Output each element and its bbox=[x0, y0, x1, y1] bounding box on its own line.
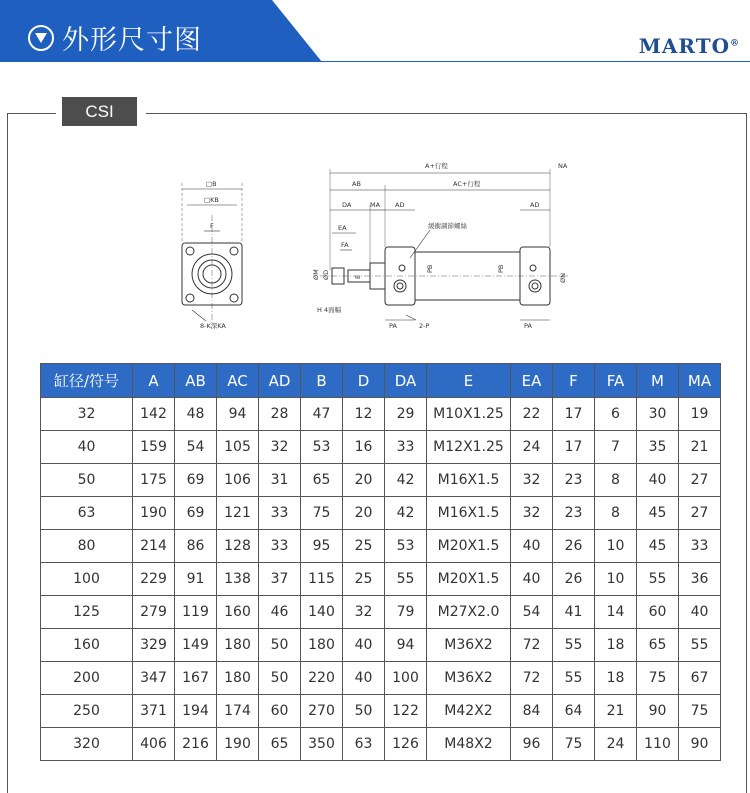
bore-size-cell: 80 bbox=[41, 530, 133, 563]
dimension-cell: 47 bbox=[301, 398, 343, 431]
bore-size-cell: 160 bbox=[41, 629, 133, 662]
dimension-cell: 10 bbox=[595, 563, 637, 596]
dimension-cell: 55 bbox=[679, 629, 721, 662]
dimension-cell: 20 bbox=[343, 464, 385, 497]
col-header: DA bbox=[385, 364, 427, 398]
brand-logo bbox=[639, 34, 740, 58]
bore-size-cell: 200 bbox=[41, 662, 133, 695]
dimension-cell: 27 bbox=[679, 497, 721, 530]
label-e: E bbox=[354, 274, 362, 279]
dimension-cell: 26 bbox=[553, 530, 595, 563]
dimension-cell: 40 bbox=[637, 464, 679, 497]
dimension-cell: 106 bbox=[217, 464, 259, 497]
dimension-cell: 40 bbox=[511, 530, 553, 563]
dimension-cell: 347 bbox=[133, 662, 175, 695]
table-row bbox=[41, 662, 721, 695]
dimension-cell: 110 bbox=[637, 728, 679, 761]
dimension-cell: 229 bbox=[133, 563, 175, 596]
table-row bbox=[41, 596, 721, 629]
dimension-cell: 53 bbox=[301, 431, 343, 464]
dimension-cell: 30 bbox=[637, 398, 679, 431]
dimension-cell: 19 bbox=[679, 398, 721, 431]
label-f: F bbox=[210, 222, 214, 230]
dimension-cell: 115 bbox=[301, 563, 343, 596]
dimension-cell: 55 bbox=[385, 563, 427, 596]
dimension-cell: 55 bbox=[553, 629, 595, 662]
dimension-cell: 75 bbox=[637, 662, 679, 695]
dimension-cell: M20X1.5 bbox=[427, 530, 511, 563]
dimension-cell: 65 bbox=[301, 464, 343, 497]
label-ma: MA bbox=[370, 201, 381, 209]
dimension-cell: 69 bbox=[175, 497, 217, 530]
dimension-cell: 8 bbox=[595, 464, 637, 497]
dimension-cell: 180 bbox=[217, 629, 259, 662]
dimension-cell: 41 bbox=[553, 596, 595, 629]
dimension-cell: 40 bbox=[343, 662, 385, 695]
dimension-cell: 48 bbox=[175, 398, 217, 431]
label-cushion: 緩衝調節螺絲 bbox=[428, 222, 467, 230]
label-pa-left: PA bbox=[389, 322, 397, 330]
bore-size-cell: 40 bbox=[41, 431, 133, 464]
dimension-cell: 72 bbox=[511, 662, 553, 695]
dimension-cell: 75 bbox=[679, 695, 721, 728]
dimension-cell: 350 bbox=[301, 728, 343, 761]
label-ea: EA bbox=[338, 224, 347, 232]
table-row bbox=[41, 728, 721, 761]
registered-mark: ® bbox=[730, 38, 740, 49]
dimension-cell: 29 bbox=[385, 398, 427, 431]
page-header bbox=[0, 0, 750, 62]
dimension-cell: 17 bbox=[553, 398, 595, 431]
label-ab: AB bbox=[352, 180, 361, 188]
dimension-cell: 50 bbox=[343, 695, 385, 728]
dimension-cell: 31 bbox=[259, 464, 301, 497]
label-d: ØD bbox=[322, 269, 330, 280]
table-row bbox=[41, 497, 721, 530]
dimension-cell: M16X1.5 bbox=[427, 497, 511, 530]
dimension-cell: 37 bbox=[259, 563, 301, 596]
dimension-cell: 42 bbox=[385, 497, 427, 530]
dimension-cell: 50 bbox=[259, 629, 301, 662]
dimension-cell: 45 bbox=[637, 530, 679, 563]
dimension-cell: 33 bbox=[385, 431, 427, 464]
dimension-cell: 220 bbox=[301, 662, 343, 695]
table-row bbox=[41, 464, 721, 497]
page-title: 外形尺寸图 bbox=[62, 25, 202, 56]
dimension-cell: 65 bbox=[259, 728, 301, 761]
dimension-cell: 32 bbox=[259, 431, 301, 464]
col-header: M bbox=[637, 364, 679, 398]
label-fa: FA bbox=[341, 241, 349, 249]
dimension-cell: 50 bbox=[259, 662, 301, 695]
dimension-cell: 126 bbox=[385, 728, 427, 761]
dimension-cell: 42 bbox=[385, 464, 427, 497]
dimension-cell: 175 bbox=[133, 464, 175, 497]
dimension-cell: 54 bbox=[175, 431, 217, 464]
dimension-cell: 23 bbox=[553, 464, 595, 497]
dimension-cell: 180 bbox=[217, 662, 259, 695]
dimension-cell: 79 bbox=[385, 596, 427, 629]
dimension-cell: 21 bbox=[595, 695, 637, 728]
dimension-cell: M12X1.25 bbox=[427, 431, 511, 464]
col-header: AB bbox=[175, 364, 217, 398]
dimension-table bbox=[40, 363, 721, 761]
dimension-cell: M16X1.5 bbox=[427, 464, 511, 497]
label-pb-left: PB bbox=[426, 264, 434, 273]
col-header: FA bbox=[595, 364, 637, 398]
dimension-cell: 105 bbox=[217, 431, 259, 464]
dimension-cell: 190 bbox=[217, 728, 259, 761]
col-header: AC bbox=[217, 364, 259, 398]
dimension-cell: 60 bbox=[259, 695, 301, 728]
bore-size-cell: 32 bbox=[41, 398, 133, 431]
dimension-cell: 55 bbox=[553, 662, 595, 695]
cylinder-dimension-drawing bbox=[170, 155, 590, 345]
bore-size-cell: 250 bbox=[41, 695, 133, 728]
dimension-cell: 94 bbox=[385, 629, 427, 662]
dimension-cell: 65 bbox=[637, 629, 679, 662]
dimension-cell: 33 bbox=[259, 497, 301, 530]
dimension-cell: 167 bbox=[175, 662, 217, 695]
dimension-cell: 53 bbox=[385, 530, 427, 563]
dimension-cell: 17 bbox=[553, 431, 595, 464]
bore-size-cell: 63 bbox=[41, 497, 133, 530]
dimension-cell: 20 bbox=[343, 497, 385, 530]
dimension-cell: 33 bbox=[259, 530, 301, 563]
dimension-cell: 8 bbox=[595, 497, 637, 530]
dimension-cell: 33 bbox=[679, 530, 721, 563]
dimension-cell: 94 bbox=[217, 398, 259, 431]
dimension-cell: 16 bbox=[343, 431, 385, 464]
label-n: ØN bbox=[559, 273, 567, 283]
dimension-cell: 10 bbox=[595, 530, 637, 563]
dimension-cell: 32 bbox=[511, 497, 553, 530]
label-p: 2-P bbox=[419, 322, 430, 330]
col-header: AD bbox=[259, 364, 301, 398]
dimension-cell: 138 bbox=[217, 563, 259, 596]
label-pb-right: PB bbox=[497, 264, 505, 273]
table-header-row bbox=[41, 364, 721, 398]
col-header: D bbox=[343, 364, 385, 398]
dimension-cell: 36 bbox=[679, 563, 721, 596]
dimension-cell: M42X2 bbox=[427, 695, 511, 728]
dimension-cell: 216 bbox=[175, 728, 217, 761]
dimension-cell: 140 bbox=[301, 596, 343, 629]
dimension-cell: 159 bbox=[133, 431, 175, 464]
table-row bbox=[41, 695, 721, 728]
bore-size-cell: 50 bbox=[41, 464, 133, 497]
table-row bbox=[41, 629, 721, 662]
dimension-cell: 46 bbox=[259, 596, 301, 629]
dimension-cell: 22 bbox=[511, 398, 553, 431]
dimension-cell: 54 bbox=[511, 596, 553, 629]
dimension-cell: 26 bbox=[553, 563, 595, 596]
dimension-cell: 18 bbox=[595, 629, 637, 662]
dimension-cell: M10X1.25 bbox=[427, 398, 511, 431]
dimension-cell: 95 bbox=[301, 530, 343, 563]
col-header: 缸径/符号 bbox=[41, 364, 133, 398]
col-header: F bbox=[553, 364, 595, 398]
dimension-cell: 214 bbox=[133, 530, 175, 563]
dimension-cell: 86 bbox=[175, 530, 217, 563]
dimension-cell: 69 bbox=[175, 464, 217, 497]
dimension-cell: 40 bbox=[511, 563, 553, 596]
bore-size-cell: 100 bbox=[41, 563, 133, 596]
dimension-cell: M20X1.5 bbox=[427, 563, 511, 596]
label-k: 8-K深KA bbox=[200, 322, 226, 330]
section-tab: CSI bbox=[62, 97, 137, 126]
dimension-cell: 160 bbox=[217, 596, 259, 629]
dimension-cell: 35 bbox=[637, 431, 679, 464]
label-a-stroke: A+行程 bbox=[425, 162, 448, 170]
table-body bbox=[41, 398, 721, 761]
dimension-cell: 14 bbox=[595, 596, 637, 629]
dimension-cell: 6 bbox=[595, 398, 637, 431]
dimension-cell: 96 bbox=[511, 728, 553, 761]
dimension-cell: 174 bbox=[217, 695, 259, 728]
label-square-kb: □KB bbox=[204, 196, 219, 204]
label-na: NA bbox=[558, 162, 568, 170]
dimension-cell: 190 bbox=[133, 497, 175, 530]
dimension-cell: 23 bbox=[553, 497, 595, 530]
label-ac-stroke: AC+行程 bbox=[453, 180, 481, 188]
label-m: ØM bbox=[312, 269, 320, 280]
dimension-cell: 40 bbox=[679, 596, 721, 629]
dimension-cell: 90 bbox=[679, 728, 721, 761]
dimension-cell: 128 bbox=[217, 530, 259, 563]
dimension-cell: M27X2.0 bbox=[427, 596, 511, 629]
col-header: MA bbox=[679, 364, 721, 398]
dimension-cell: 32 bbox=[343, 596, 385, 629]
label-ad-right: AD bbox=[530, 201, 540, 209]
dimension-cell: 24 bbox=[511, 431, 553, 464]
circle-down-triangle-icon bbox=[28, 25, 54, 51]
dimension-cell: 84 bbox=[511, 695, 553, 728]
dimension-cell: 75 bbox=[301, 497, 343, 530]
dimension-cell: 55 bbox=[637, 563, 679, 596]
dimension-cell: M36X2 bbox=[427, 629, 511, 662]
dimension-cell: 90 bbox=[637, 695, 679, 728]
dimension-cell: 25 bbox=[343, 563, 385, 596]
dimension-cell: 21 bbox=[679, 431, 721, 464]
dimension-cell: M48X2 bbox=[427, 728, 511, 761]
col-header: B bbox=[301, 364, 343, 398]
col-header: EA bbox=[511, 364, 553, 398]
col-header: A bbox=[133, 364, 175, 398]
dimension-cell: 119 bbox=[175, 596, 217, 629]
dimension-cell: 180 bbox=[301, 629, 343, 662]
dimension-cell: 24 bbox=[595, 728, 637, 761]
brand-name: MARTO bbox=[638, 34, 730, 58]
dimension-cell: 91 bbox=[175, 563, 217, 596]
col-header: E bbox=[427, 364, 511, 398]
dimension-cell: 75 bbox=[553, 728, 595, 761]
table-row bbox=[41, 530, 721, 563]
dimension-cell: 32 bbox=[511, 464, 553, 497]
dimension-cell: 28 bbox=[259, 398, 301, 431]
dimension-cell: 7 bbox=[595, 431, 637, 464]
dimension-cell: 67 bbox=[679, 662, 721, 695]
dimension-cell: 329 bbox=[133, 629, 175, 662]
dimension-cell: 122 bbox=[385, 695, 427, 728]
dimension-cell: 18 bbox=[595, 662, 637, 695]
bore-size-cell: 320 bbox=[41, 728, 133, 761]
title-group bbox=[28, 18, 202, 57]
dimension-cell: 40 bbox=[343, 629, 385, 662]
dimension-cell: 60 bbox=[637, 596, 679, 629]
dimension-cell: 279 bbox=[133, 596, 175, 629]
dimension-cell: 149 bbox=[175, 629, 217, 662]
dimension-cell: 27 bbox=[679, 464, 721, 497]
dimension-cell: 194 bbox=[175, 695, 217, 728]
front-view bbox=[182, 183, 242, 325]
table-row bbox=[41, 563, 721, 596]
dimension-cell: 25 bbox=[343, 530, 385, 563]
side-view bbox=[320, 169, 570, 320]
label-pa-right: PA bbox=[524, 322, 532, 330]
dimension-cell: 406 bbox=[133, 728, 175, 761]
dimension-cell: 72 bbox=[511, 629, 553, 662]
label-h: H 4面幅 bbox=[317, 306, 342, 314]
table-row bbox=[41, 398, 721, 431]
dimension-cell: 45 bbox=[637, 497, 679, 530]
label-da: DA bbox=[342, 201, 352, 209]
dimension-cell: 64 bbox=[553, 695, 595, 728]
dimension-cell: M36X2 bbox=[427, 662, 511, 695]
dimension-cell: 12 bbox=[343, 398, 385, 431]
dimension-cell: 142 bbox=[133, 398, 175, 431]
dimension-cell: 100 bbox=[385, 662, 427, 695]
dimension-cell: 270 bbox=[301, 695, 343, 728]
label-ad-left: AD bbox=[395, 201, 405, 209]
label-square-b: □B bbox=[206, 180, 217, 188]
table-row bbox=[41, 431, 721, 464]
dimension-cell: 63 bbox=[343, 728, 385, 761]
dimension-cell: 371 bbox=[133, 695, 175, 728]
bore-size-cell: 125 bbox=[41, 596, 133, 629]
dimension-cell: 121 bbox=[217, 497, 259, 530]
